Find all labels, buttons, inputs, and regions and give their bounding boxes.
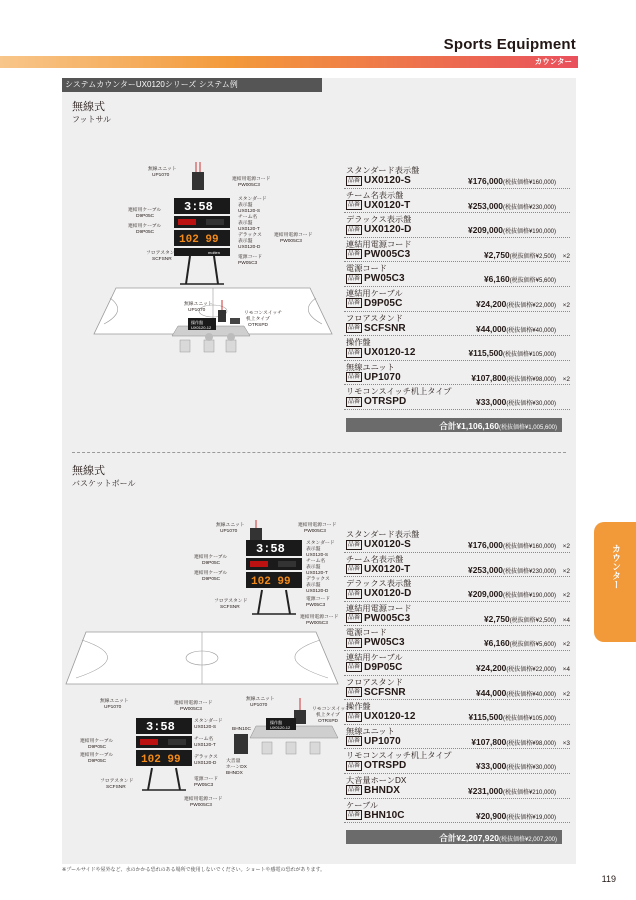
svg-text:PW005C3: PW005C3 [304,529,326,534]
product-name: 連結用ケーブル [346,652,403,662]
svg-text:BHNDX: BHNDX [226,771,243,776]
svg-text:OTRSPD: OTRSPD [318,719,338,724]
chair-icon [286,742,296,754]
svg-text:無線ユニット: 無線ユニット [184,302,213,307]
product-tax-price: (税抜価格¥40,000) [506,327,556,334]
svg-text:連結用ケーブル: 連結用ケーブル [194,555,228,560]
svg-text:無線ユニット: 無線ユニット [148,167,177,172]
product-tax-price: (税抜価格¥5,600) [509,642,556,649]
product-tax-price: (税抜価格¥2,500) [509,617,556,624]
horn-icon [234,734,248,754]
section2-title: 無線式 [72,465,105,477]
team-b-plate [206,219,224,225]
product-code: UX0120-D [364,588,412,600]
section1-total: 合計¥1,106,160(税抜価格¥1,005,600) [346,418,562,432]
section1-title: 無線式 [72,101,105,113]
product-code: PW005C3 [364,612,411,624]
svg-text:リモコンスイッチ: リモコンスイッチ [312,707,351,712]
product-item [344,676,570,701]
product-price: ¥115,500 [468,348,503,359]
product-code: PW05C3 [364,637,405,649]
product-tax-price: (税抜価格¥98,000) [506,740,556,747]
product-item [344,385,570,410]
svg-text:UX0120-D: UX0120-D [194,761,217,766]
svg-text:UP1070: UP1070 [220,529,238,534]
svg-text:無線ユニット: 無線ユニット [216,523,245,528]
page-header-title: Sports Equipment [443,36,576,53]
product-price: ¥24,200 [476,662,507,673]
svg-text:連結用電源コード: 連結用電源コード [184,797,223,802]
product-tax-price: (税抜価格¥210,000) [502,789,556,796]
product-item [344,577,570,602]
svg-text:SCFSNR: SCFSNR [152,257,172,262]
product-item [344,725,570,750]
wireless-unit-icon [192,172,204,190]
product-item [344,553,570,578]
board-time: 3:58 [184,200,213,214]
svg-text:PW05C3: PW05C3 [238,261,258,266]
svg-text:チーム名: チーム名 [238,215,258,220]
svg-text:スタンダード: スタンダード [194,719,223,724]
svg-text:PW05C3: PW05C3 [194,783,214,788]
svg-text:連結用電源コード: 連結用電源コード [300,615,339,620]
section2-product-list [344,528,570,823]
product-name: デラックス表示盤 [346,579,412,589]
product-name: 無線ユニット [346,726,395,736]
svg-text:連結用ケーブル: 連結用ケーブル [128,224,162,229]
product-quantity: ×2 [562,592,570,600]
section-divider [72,452,566,453]
svg-text:UX0120-12: UX0120-12 [191,325,212,330]
hinban-badge: 品番 [348,689,361,696]
svg-text:3:58: 3:58 [146,720,175,734]
hinban-badge: 品番 [348,639,361,646]
svg-text:フロアスタンド: フロアスタンド [100,779,134,784]
product-name: フロアスタンド [346,677,403,687]
product-code: UX0120-S [364,175,411,186]
product-tax-price: (税抜価格¥160,000) [502,180,556,186]
product-item [344,626,570,651]
hinban-badge: 品番 [348,713,361,720]
product-quantity: ×2 [562,301,570,309]
svg-text:D9P05C: D9P05C [202,577,221,582]
svg-text:D9P05C: D9P05C [136,230,155,235]
product-price: ¥2,750 [484,249,510,260]
chair-icon [310,742,320,754]
product-quantity: ×2 [562,641,570,649]
svg-text:D9P05C: D9P05C [88,759,107,764]
product-price: ¥107,800 [471,372,507,383]
svg-text:表示盤: 表示盤 [306,565,321,570]
hinban-badge: 品番 [348,738,361,745]
svg-text:UX0120-12: UX0120-12 [270,725,291,730]
product-code: UP1070 [364,735,401,747]
svg-text:操作盤: 操作盤 [270,720,282,725]
product-price: ¥107,800 [471,736,507,747]
product-name: リモコンスイッチ机上タイプ [346,387,452,397]
product-item [344,602,570,627]
svg-text:PW005C3: PW005C3 [306,621,328,626]
product-name: チーム名表示盤 [346,554,404,564]
product-tax-price: (税抜価格¥230,000) [502,204,556,211]
product-item [344,799,570,824]
product-price: ¥253,000 [468,200,503,211]
product-code: OTRSPD [364,396,407,408]
product-price: ¥24,200 [476,298,507,309]
futsal-system-diagram [80,158,340,378]
svg-text:電源コード: 電源コード [306,597,330,602]
hinban-badge: 品番 [348,615,361,622]
svg-text:リモコンスイッチ: リモコンスイッチ [244,311,283,316]
product-name: 電源コード [346,264,387,274]
board-score: 102 99 [179,234,219,246]
hinban-badge: 品番 [348,226,361,233]
svg-text:無線ユニット: 無線ユニット [100,699,129,704]
svg-text:連結用ケーブル: 連結用ケーブル [80,739,114,744]
person-icon [205,333,213,341]
section2-subtitle: バスケットボール [72,479,136,488]
product-name: 操作盤 [346,702,371,712]
svg-text:デラックス: デラックス [306,577,330,582]
product-code: PW005C3 [364,248,411,260]
product-price: ¥33,000 [476,397,507,408]
product-tax-price: (税抜価格¥105,000) [502,716,556,723]
product-price: ¥44,000 [476,687,507,698]
svg-text:スタンダード: スタンダード [238,197,267,202]
svg-text:PW005C3: PW005C3 [190,803,212,808]
page-number: 119 [601,874,616,884]
svg-text:UP1070: UP1070 [152,173,170,178]
svg-text:OTRSPD: OTRSPD [248,323,268,328]
hinban-badge: 品番 [348,202,361,209]
product-name: デラックス表示盤 [346,215,412,225]
product-quantity: ×3 [562,739,570,747]
hinban-badge: 品番 [348,762,361,769]
svg-text:表示盤: 表示盤 [238,221,253,226]
svg-text:PW005C3: PW005C3 [280,239,302,244]
hinban-badge: 品番 [348,590,361,597]
hinban-badge: 品番 [348,177,361,184]
product-tax-price: (税抜価格¥190,000) [502,229,556,236]
product-code: UX0120-D [364,224,412,236]
product-tax-price: (税抜価格¥98,000) [506,376,556,383]
svg-text:大音量: 大音量 [226,759,241,764]
product-tax-price: (税抜価格¥190,000) [502,593,556,600]
svg-text:チーム名: チーム名 [306,559,326,564]
side-tab-label: カウンター [611,544,621,589]
svg-text:表示盤: 表示盤 [238,203,253,208]
hinban-badge: 品番 [348,812,361,819]
side-category-tab [594,522,636,642]
svg-text:机上タイプ: 机上タイプ [316,713,340,718]
footnote: ※プールサイドや屋外など、水のかかる恐れのある場所で使用しないでください。ショートや感電の恐れがあります。 [62,867,326,873]
product-code: D9P05C [364,297,403,309]
product-price: ¥176,000 [468,176,503,186]
basketball-system-diagram [66,518,351,838]
hinban-badge: 品番 [348,300,361,307]
svg-text:表示盤: 表示盤 [306,583,321,588]
product-item [344,528,570,553]
product-item [344,213,570,238]
svg-text:操作盤: 操作盤 [191,320,203,325]
product-name: フロアスタンド [346,313,403,323]
product-tax-price: (税抜価格¥22,000) [506,302,556,309]
product-tax-price: (税抜価格¥160,000) [502,544,556,550]
product-price: ¥6,160 [484,274,510,285]
product-item [344,312,570,337]
svg-text:ホーンDX: ホーンDX [226,765,247,770]
product-name: 操作盤 [346,338,371,348]
svg-text:フロアスタンド: フロアスタンド [146,251,180,256]
team-a-plate [178,219,196,225]
svg-text:デラックス: デラックス [238,233,262,238]
product-name: 連結用電源コード [346,603,412,613]
svg-text:UX0120-T: UX0120-T [194,743,216,748]
product-item [344,164,570,189]
svg-text:無線ユニット: 無線ユニット [246,697,275,702]
product-quantity: ×4 [562,616,570,624]
svg-text:表示盤: 表示盤 [306,547,321,552]
hinban-badge: 品番 [348,325,361,332]
remote-switch-icon [230,318,240,324]
svg-text:UX0120-S: UX0120-S [238,209,261,214]
svg-text:UX0120-D: UX0120-D [238,245,261,250]
section2-total: 合計¥2,207,920(税抜価格¥2,007,200) [346,830,562,844]
svg-text:D9P05C: D9P05C [136,214,155,219]
product-name: チーム名表示盤 [346,190,404,200]
product-item [344,238,570,263]
svg-text:連結用ケーブル: 連結用ケーブル [80,753,114,758]
product-code: UX0120-T [364,563,411,575]
product-item [344,774,570,799]
product-code: UX0120-12 [364,711,416,723]
product-quantity: ×2 [562,543,570,550]
product-tax-price: (税抜価格¥30,000) [506,401,556,408]
svg-text:連結用電源コード: 連結用電源コード [298,523,337,528]
product-price: ¥2,750 [484,613,510,624]
product-code: UP1070 [364,371,401,383]
svg-text:フロアスタンド: フロアスタンド [214,599,248,604]
svg-text:スタンダード: スタンダード [306,541,335,546]
product-price: ¥6,160 [484,638,510,649]
svg-text:連結用ケーブル: 連結用ケーブル [128,208,162,213]
product-code: OTRSPD [364,760,407,772]
svg-text:UP1070: UP1070 [104,705,122,710]
product-quantity: ×2 [562,252,570,260]
product-tax-price: (税抜価格¥230,000) [502,568,556,575]
hinban-badge: 品番 [348,541,361,548]
product-quantity: ×2 [562,690,570,698]
product-price: ¥253,000 [468,564,503,575]
hinban-badge: 品番 [348,566,361,573]
svg-text:連結用電源コード: 連結用電源コード [232,177,271,182]
svg-text:D9P05C: D9P05C [88,745,107,750]
svg-text:BHN10C: BHN10C [232,727,251,732]
product-name: スタンダード表示盤 [346,166,420,175]
svg-text:電源コード: 電源コード [238,255,262,260]
svg-text:連結用電源コード: 連結用電源コード [174,701,213,706]
product-item [344,749,570,774]
svg-text:3:58: 3:58 [256,542,285,556]
product-price: ¥209,000 [468,225,503,236]
hinban-badge: 品番 [348,251,361,258]
system-example-panel [62,78,576,864]
product-code: BHN10C [364,809,405,821]
hinban-badge: 品番 [348,349,361,356]
product-tax-price: (税抜価格¥2,500) [509,253,556,260]
product-name: 電源コード [346,628,387,638]
section1-subtitle: フットサル [72,115,112,124]
product-name: 大音量ホーンDX [346,775,407,785]
product-price: ¥115,500 [468,712,503,723]
product-item [344,287,570,312]
header-color-bar [0,56,578,68]
product-code: UX0120-T [364,199,411,211]
hinban-badge: 品番 [348,374,361,381]
product-item [344,700,570,725]
hinban-badge: 品番 [348,275,361,282]
svg-text:机上タイプ: 机上タイプ [246,317,270,322]
product-tax-price: (税抜価格¥5,600) [509,278,556,285]
chair-icon [180,340,190,352]
product-code: SCFSNR [364,686,406,698]
svg-text:UX0120-D: UX0120-D [306,589,329,594]
svg-text:PW05C3: PW05C3 [306,603,326,608]
product-code: PW05C3 [364,273,405,285]
product-name: 無線ユニット [346,362,395,372]
product-name: 連結用電源コード [346,239,412,249]
product-quantity: ×4 [562,665,570,673]
product-price: ¥20,900 [476,810,507,821]
product-name: 連結用ケーブル [346,288,403,298]
product-tax-price: (税抜価格¥40,000) [506,691,556,698]
product-item [344,361,570,386]
product-price: ¥231,000 [468,785,503,796]
svg-text:UX0120-S: UX0120-S [194,725,217,730]
product-code: SCFSNR [364,322,406,334]
product-tax-price: (税抜価格¥19,000) [506,814,556,821]
header-category: カウンター [534,57,572,66]
product-code: UX0120-12 [364,347,416,359]
person-icon [227,333,235,341]
product-tax-price: (税抜価格¥105,000) [502,352,556,359]
product-name: リモコンスイッチ机上タイプ [346,751,452,761]
svg-text:デラックス: デラックス [194,755,218,760]
hinban-badge: 品番 [348,664,361,671]
product-item [344,262,570,287]
product-quantity: ×2 [562,375,570,383]
brand-mark: molten [208,250,221,255]
product-price: ¥44,000 [476,323,507,334]
product-code: UX0120-S [364,539,411,550]
svg-text:PW005C3: PW005C3 [180,707,202,712]
chair-icon [226,340,236,352]
svg-text:電源コード: 電源コード [194,777,218,782]
product-quantity: ×2 [562,567,570,575]
svg-text:SCFSNR: SCFSNR [106,785,126,790]
svg-text:連結用ケーブル: 連結用ケーブル [194,571,228,576]
chair-icon [204,340,214,352]
chair-icon [262,742,272,754]
hinban-badge: 品番 [348,398,361,405]
product-tax-price: (税抜価格¥22,000) [506,666,556,673]
product-tax-price: (税抜価格¥30,000) [506,765,556,772]
svg-text:102 99: 102 99 [141,754,181,766]
svg-text:連結用電源コード: 連結用電源コード [274,233,313,238]
hinban-badge: 品番 [348,787,361,794]
svg-text:チーム名: チーム名 [194,737,214,742]
svg-text:UP1070: UP1070 [188,308,206,313]
product-item [344,336,570,361]
svg-text:UX0120-S: UX0120-S [306,553,329,558]
svg-text:UX0120-T: UX0120-T [238,227,260,232]
product-code: D9P05C [364,661,403,673]
product-code: BHNDX [364,784,401,796]
product-price: ¥209,000 [468,589,503,600]
svg-text:UP1070: UP1070 [250,703,268,708]
product-price: ¥33,000 [476,761,507,772]
svg-text:UX0120-T: UX0120-T [306,571,328,576]
product-item [344,189,570,214]
wireless-unit-table-icon [218,310,226,322]
product-item [344,651,570,676]
svg-text:表示盤: 表示盤 [238,239,253,244]
panel-title: システムカウンターUX0120シリーズ システム例 [62,78,322,92]
section1-product-list [344,164,570,410]
svg-text:PW005C3: PW005C3 [238,183,260,188]
product-name: スタンダード表示盤 [346,530,420,539]
product-name: ケーブル [346,800,379,810]
svg-text:D9P05C: D9P05C [202,561,221,566]
svg-text:SCFSNR: SCFSNR [220,605,240,610]
product-price: ¥176,000 [468,540,503,550]
svg-text:102 99: 102 99 [251,576,291,588]
